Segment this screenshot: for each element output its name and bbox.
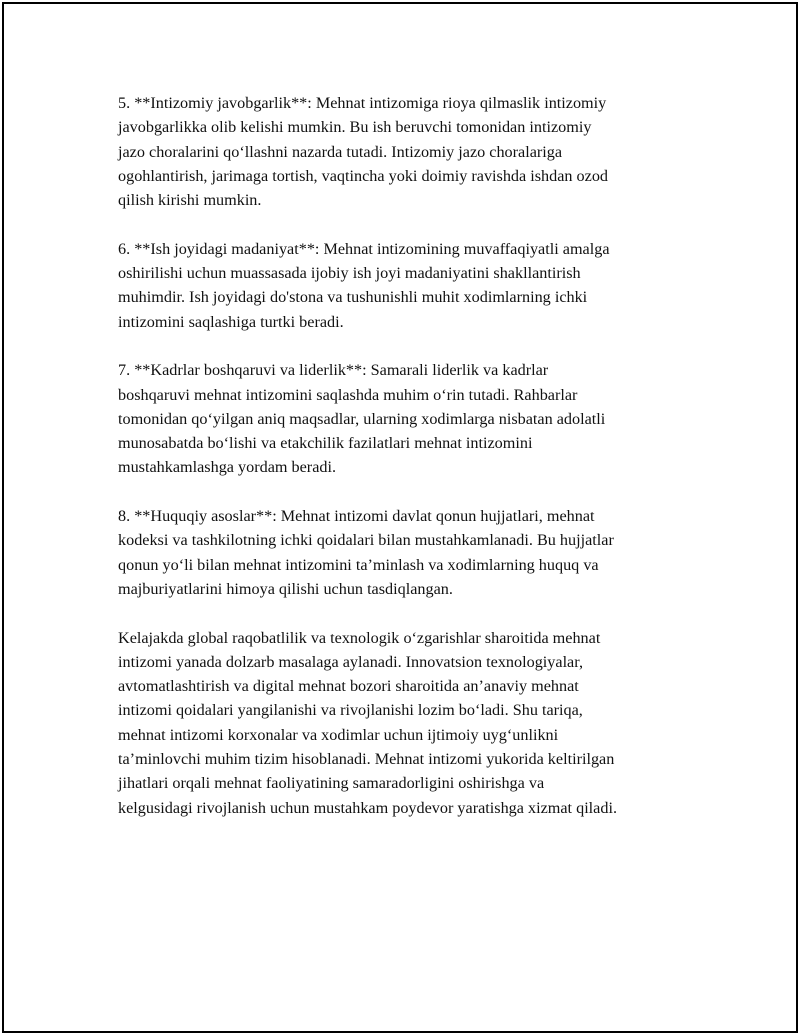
text-line: munosabatda bo‘lishi va etakchilik fazilatlari mehnat intizomini (118, 434, 533, 453)
text-line: tomonidan qo‘yilgan aniq maqsadlar, ularning xodimlarga nisbatan adolatli (118, 409, 606, 428)
text-line: qonun yo‘li bilan mehnat intizomini ta’minlash va xodimlarning huquq va (118, 555, 599, 574)
text-line: intizomi yanada dolzarb masalaga aylanadi. Innovatsion texnologiyalar, (118, 652, 584, 671)
paragraph-6-workplace-culture (118, 237, 698, 334)
text-line: Kelajakda global raqobatlilik va texnologik o‘zgarishlar sharoitida mehnat (118, 628, 601, 647)
text-line: kodeksi va tashkilotning ichki qoidalari bilan mustahkamlanadi. Bu hujjatlar (118, 531, 614, 550)
text-line: ogohlantirish, jarimaga tortish, vaqtincha yoki doimiy ravishda ishdan ozod (118, 166, 609, 185)
text-line: mehnat intizomi korxonalar va xodimlar uchun ijtimoiy uyg‘unlikni (118, 725, 559, 744)
text-line: jihatlari orqali mehnat faoliyatining samaradorligini oshirishga va (118, 774, 545, 793)
paragraph-8-legal-basis (118, 504, 698, 601)
text-line: majburiyatlarini himoya qilishi uchun tasdiqlangan. (118, 579, 453, 598)
text-line: intizomi qoidalari yangilanishi va rivojlanishi lozim bo‘ladi. Shu tariqa, (118, 701, 583, 720)
text-line: ta’minlovchi muhim tizim hisoblanadi. Mehnat intizomi yukorida keltirilgan (118, 750, 615, 769)
text-line: muhimdir. Ish joyidagi do'stona va tushunishli muhit xodimlarning ichki (118, 288, 588, 307)
conclusion-paragraph (118, 626, 698, 820)
paragraph-5-disciplinary-liability (118, 91, 698, 212)
text-line: 5. **Intizomiy javobgarlik**: Mehnat intizomiga rioya qilmaslik intizomiy (118, 94, 607, 112)
document-body (118, 91, 698, 844)
text-line: boshqaruvi mehnat intizomini saqlashda muhim o‘rin tutadi. Rahbarlar (118, 385, 578, 404)
text-line: 8. **Huquqiy asoslar**: Mehnat intizomi davlat qonun hujjatlari, mehnat (118, 507, 595, 526)
text-line: 7. **Kadrlar boshqaruvi va liderlik**: Samarali liderlik va kadrlar (118, 361, 549, 380)
text-line: javobgarlikka olib kelishi mumkin. Bu ish beruvchi tomonidan intizomiy (118, 118, 592, 137)
text-line: jazo choralarini qo‘llashni nazarda tutadi. Intizomiy jazo choralariga (118, 142, 563, 161)
paragraph-7-leadership (118, 358, 698, 479)
text-line: kelgusidagi rivojlanish uchun mustahkam poydevor yaratishga xizmat qiladi. (118, 798, 618, 817)
text-line: 6. **Ish joyidagi madaniyat**: Mehnat intizomining muvaffaqiyatli amalga (118, 239, 610, 258)
text-line: intizomini saqlashiga turtki beradi. (118, 312, 344, 331)
text-line: avtomatlashtirish va digital mehnat bozori sharoitida an’anaviy mehnat (118, 677, 579, 696)
text-line: qilish kirishi mumkin. (118, 191, 262, 210)
text-line: mustahkamlashga yordam beradi. (118, 458, 337, 477)
text-line: oshirilishi uchun muassasada ijobiy ish joyi madaniyatini shakllantirish (118, 264, 581, 283)
